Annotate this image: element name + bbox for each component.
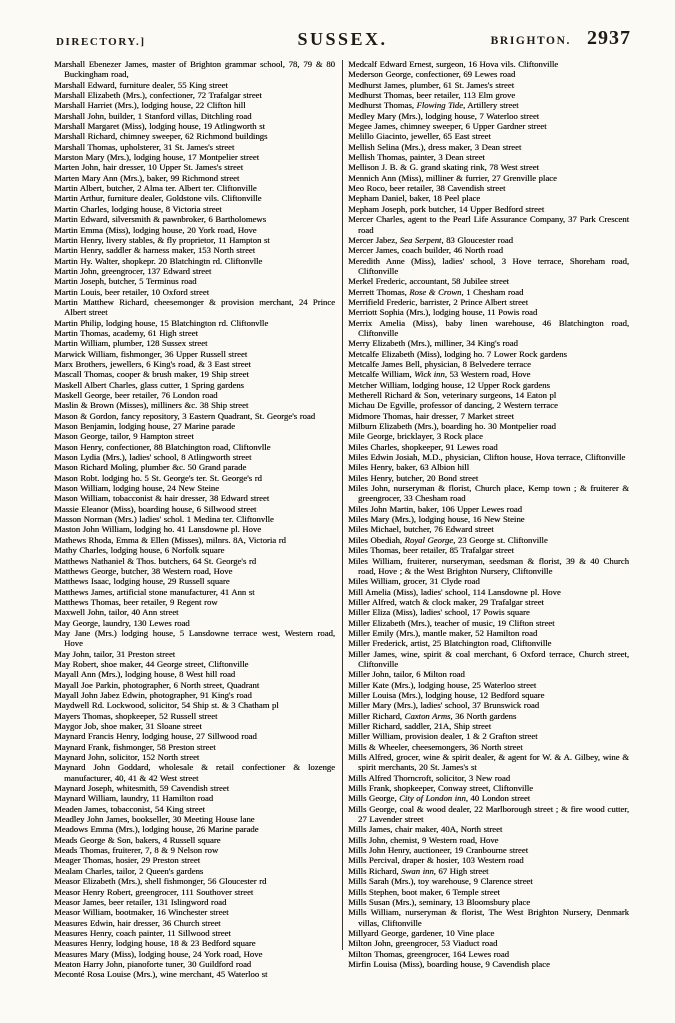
directory-entry: Maskell George, beer retailer, 76 London road xyxy=(54,390,218,400)
directory-entry: Mills James, chair maker, 40A, North street xyxy=(348,824,503,835)
directory-entry: Metcher William, lodging house, 12 Upper Rock gardens xyxy=(348,379,550,390)
directory-entry: Medhurst James, plumber, 61 St. James's street xyxy=(348,79,515,90)
directory-entry: Mills William, nurseryman & florist, The West Brighton Nursery, Denmark villas, Cliftonville xyxy=(348,907,629,928)
directory-entry: Mason Robt. lodging ho. 5 St. George's ter. St. George's rd xyxy=(54,472,262,483)
directory-entry: Measures Edwin, hair dresser, 36 Church street xyxy=(54,917,221,928)
directory-entry: Melillo Giacinto, jeweller, 65 East street xyxy=(348,131,491,142)
directory-entry: Mercer Charles, agent to the Pearl Life Assurance Company, 37 Park Crescent road xyxy=(348,214,629,235)
directory-entry: Martin Albert, butcher, 2 Alma ter. Albert ter. Cliftonville xyxy=(54,183,257,194)
column-divider xyxy=(342,60,343,950)
directory-entry: Metcalfe Elizabeth (Miss), lodging ho. 7 Lower Rock gardens xyxy=(348,348,567,359)
directory-entry: Marshall Richard, chimney sweeper, 62 Richmond buildings xyxy=(54,131,268,142)
directory-entry: Meadows Emma (Mrs.), lodging house, 26 Marine parade xyxy=(54,824,259,835)
directory-entry: Marx Brothers, jewellers, 6 King's road, & 3 East street xyxy=(54,358,251,369)
directory-entry: Miles Michael, butcher, 76 Edward street xyxy=(348,524,494,535)
directory-entry: Miller Alfred, watch & clock maker, 29 Trafalgar street xyxy=(348,596,544,607)
directory-entry: Mason Henry, confectioner, 88 Blatchington road, Cliftonvlle xyxy=(54,441,271,452)
directory-entry: Miles Thomas, beer retailer, 85 Trafalgar street xyxy=(348,545,514,556)
directory-entry: Maxwell John, tailor, 40 Ann street xyxy=(54,607,179,618)
directory-entry: Mason George, tailor, 9 Hampton street xyxy=(54,431,194,442)
page-header xyxy=(54,24,631,50)
page-number: 2937 xyxy=(587,27,631,49)
directory-entry: Medhurst Thomas, Flowing Tide, Artillery street xyxy=(348,100,519,111)
directory-entry: Mason Benjamin, lodging house, 27 Marine parade xyxy=(54,421,235,432)
directory-entry: Martin Hy. Walter, shopkepr. 20 Blatchingtn rd. Cliftonvlle xyxy=(54,255,263,266)
directory-entry: Measor Elizabeth (Mrs.), shell fishmonger, 56 Gloucester rd xyxy=(54,876,267,887)
directory-entry: Miller Kate (Mrs.), lodging house, 25 Waterloo street xyxy=(348,679,537,690)
directory-entry: Medhurst Thomas, beer retailer, 113 Elm grove xyxy=(348,90,516,101)
directory-entry: Martin Emma (Miss), lodging house, 20 York road, Hove xyxy=(54,224,257,235)
directory-entry: Martin Louis, beer retailer, 10 Oxford street xyxy=(54,286,209,297)
directory-columns xyxy=(54,59,631,980)
directory-entry: Marten Mary Ann (Mrs.), baker, 99 Richmond street xyxy=(54,172,240,183)
directory-entry: Maynard Francis Henry, lodging house, 27 Sillwood road xyxy=(54,731,257,742)
directory-entry: Massie Eleanor (Miss), boarding house, 6 Sillwood street xyxy=(54,503,257,514)
directory-entry: Medcalf Edward Ernest, surgeon, 16 Hova vils. Cliftonville xyxy=(348,59,559,69)
header-directory-label: DIRECTORY.] xyxy=(56,36,146,48)
directory-entry: Measor William, bootmaker, 16 Winchester street xyxy=(54,907,229,918)
directory-entry: Marten John, hair dresser, 10 Upper St. James's street xyxy=(54,162,243,173)
directory-entry: Mayers Thomas, shopkeeper, 52 Russell street xyxy=(54,710,218,721)
directory-entry: Mills Richard, Swan inn, 67 High street xyxy=(348,865,489,876)
directory-entry: Merrix Amelia (Miss), baby linen warehouse, 46 Blatchington road, Cliftonville xyxy=(348,317,629,338)
directory-entry: Merriott Sophia (Mrs.), lodging house, 11 Powis road xyxy=(348,307,538,318)
directory-entry: May John, tailor, 31 Preston street xyxy=(54,648,176,659)
directory-entry: Measures Mary (Miss), lodging house, 24 York road, Hove xyxy=(54,948,263,959)
directory-entry: Mills George, City of London inn, 40 London street xyxy=(348,793,531,804)
directory-entry: Metcalfe James Bell, physician, 8 Belvedere terrace xyxy=(348,358,531,369)
directory-entry: Mayall Joe Parkin, photographer, 6 North street, Quadrant xyxy=(54,679,260,690)
directory-entry: Merrett Thomas, Rose & Crown, 1 Chesham road xyxy=(348,286,524,297)
entry-italic-name: Sea Serpent xyxy=(399,234,442,245)
directory-entry: Miller Richard, Caxton Arms, 36 North gardens xyxy=(348,710,517,721)
directory-entry: Merry Elizabeth (Mrs.), milliner, 34 King's road xyxy=(348,338,518,349)
directory-entry: Miller Emily (Mrs.), mantle maker, 52 Hamilton road xyxy=(348,627,538,638)
directory-entry: Maynard Frank, fishmonger, 58 Preston street xyxy=(54,741,216,752)
directory-entry: Meo Roco, beer retailer, 38 Cavendish street xyxy=(348,183,506,194)
directory-entry: Meaton Harry John, pianoforte tuner, 30 Guildford road xyxy=(54,958,252,969)
directory-entry: Mathews Rhoda, Emma & Ellen (Misses), milnrs. 8A, Victoria rd xyxy=(54,534,286,545)
directory-entry: May Jane (Mrs.) lodging house, 5 Lansdowne terrace west, Western road, Hove xyxy=(54,627,335,649)
directory-entry: Martin Henry, saddler & harness maker, 153 North street xyxy=(54,245,256,256)
directory-entry: Mellish Thomas, painter, 3 Dean street xyxy=(348,152,485,163)
directory-entry: Miller Elizabeth (Mrs.), teacher of music, 19 Clifton street xyxy=(348,617,555,628)
directory-entry: Mills John, chemist, 9 Western road, Hove xyxy=(348,834,499,845)
directory-entry: Martin William, plumber, 128 Sussex street xyxy=(54,338,208,349)
left-column xyxy=(54,59,335,980)
directory-entry: Measor James, beer retailer, 131 Islingword road xyxy=(54,896,227,907)
directory-entry: Meads George & Son, bakers, 4 Russell square xyxy=(54,834,221,845)
directory-entry: Mellison J. B. & G. grand skating rink, 78 West street xyxy=(348,162,539,173)
directory-entry: Mealam Charles, tailor, 2 Queen's gardens xyxy=(54,865,204,876)
directory-entry: Mills Percival, draper & hosier, 103 Western road xyxy=(348,855,524,866)
directory-entry: Maydwell Rd. Lockwood, solicitor, 54 Ship st. & 3 Chatham pl xyxy=(54,700,279,711)
directory-entry: Miller Eliza (Miss), ladies' school, 17 Powis square xyxy=(348,607,530,618)
directory-entry: Matthews Isaac, lodging house, 29 Russell square xyxy=(54,576,230,587)
directory-entry: Mason & Gordon, fancy repository, 3 Eastern Quadrant, St. George's road xyxy=(54,410,316,421)
directory-entry: Maynard John Goddard, wholesale & retail confectioner & lozenge manufacturer, 40, 41 & 42 West street xyxy=(54,762,335,783)
directory-entry: Martin Thomas, academy, 61 High street xyxy=(54,327,198,338)
directory-entry: Miles Henry, butcher, 20 Bond street xyxy=(348,472,479,483)
directory-entry: Marshall Elizabeth (Mrs.), confectioner, 72 Trafalgar street xyxy=(54,90,262,101)
directory-entry: Mederson George, confectioner, 69 Lewes road xyxy=(348,69,516,80)
directory-entry: Mathy Charles, lodging house, 6 Norfolk square xyxy=(54,545,225,556)
directory-entry: Mills John Henry, auctioneer, 19 Cranbourne street xyxy=(348,845,529,856)
directory-entry: Merrifield Frederic, barrister, 2 Prince Albert street xyxy=(348,296,529,307)
directory-entry: Mason William, tobacconist & hair dresser, 38 Edward street xyxy=(54,493,270,504)
directory-entry: Martin Henry, livery stables, & fly proprietor, 11 Hampton st xyxy=(54,234,270,245)
directory-entry: Martin Matthew Richard, cheesemonger & provision merchant, 24 Prince Albert street xyxy=(54,296,335,318)
directory-entry: Meredith Anne (Miss), ladies' school, 3 Hove terrace, Shoreham road, Cliftonville xyxy=(348,255,629,276)
directory-entry: Martin Charles, lodging house, 8 Victoria street xyxy=(54,203,222,214)
directory-entry: Measures Henry, lodging house, 18 & 23 Bedford square xyxy=(54,938,256,949)
directory-entry: Mills Susan (Mrs.), seminary, 13 Bloomsbury place xyxy=(348,896,531,907)
directory-entry: Matthews George, butcher, 38 Western road, Hove xyxy=(54,565,233,576)
directory-entry: Mason Lydia (Mrs.), ladies' school, 8 Atlingworth street xyxy=(54,452,252,463)
directory-entry: Mills Sarah (Mrs.), toy warehouse, 9 Clarence street xyxy=(348,876,533,887)
directory-entry: Mercer Jabez, Sea Serpent, 83 Gloucester road xyxy=(348,234,513,245)
directory-entry: Matthews James, artificial stone manufacturer, 41 Ann st xyxy=(54,586,255,597)
directory-entry: Milton John, greengrocer, 53 Viaduct road xyxy=(348,938,498,949)
directory-entry: Metcalfe William, Wick inn, 53 Western road, Hove xyxy=(348,369,531,380)
directory-entry: Miller Mary (Mrs.), ladies' school, 37 Brunswick road xyxy=(348,700,540,711)
directory-entry: Mason William, lodging house, 24 New Steine xyxy=(54,483,220,494)
directory-entry: Miles William, fruiterer, nurseryman, seedsman & florist, 39 & 40 Church road, Hove ; & the West Brighton Nursery, Cliftonville xyxy=(348,555,629,576)
directory-entry: Mills & Wheeler, cheesemongers, 36 North street xyxy=(348,741,523,752)
directory-entry: Mason Richard Moling, plumber &c. 50 Grand parade xyxy=(54,462,247,473)
directory-entry: Mercer James, coach builder, 46 North road xyxy=(348,245,503,256)
directory-entry: Miller William, provision dealer, 1 & 2 Grafton street xyxy=(348,731,538,742)
directory-entry: Meadley John James, bookseller, 30 Meeting House lane xyxy=(54,814,255,825)
directory-entry: Mepham Daniel, baker, 18 Peel place xyxy=(348,193,481,204)
directory-entry: Mennich Ann (Miss), milliner & furrier, 27 Grenville place xyxy=(348,172,557,183)
directory-entry: Miller John, tailor, 6 Milton road xyxy=(348,669,465,680)
directory-entry: Marshall John, builder, 1 Stanford villas, Ditchling road xyxy=(54,110,252,121)
directory-entry: Miller Louisa (Mrs.), lodging house, 12 Bedford square xyxy=(348,689,545,700)
directory-entry: Metherell Richard & Son, veterinary surgeons, 14 Eaton pl xyxy=(348,390,557,400)
directory-entry: Miles Henry, baker, 63 Albion hill xyxy=(348,462,470,473)
page-title: SUSSEX. xyxy=(297,29,388,49)
directory-entry: Measures Henry, coach painter, 11 Sillwood street xyxy=(54,927,231,938)
entry-italic-name: City of London inn xyxy=(399,793,466,804)
directory-entry: Mills Alfred, grocer, wine & spirit dealer, & agent for W. & A. Gilbey, wine & spirit merchants, 20 St. James's st xyxy=(348,752,629,773)
right-column xyxy=(348,59,629,980)
directory-entry: Martin Joseph, butcher, 5 Terminus road xyxy=(54,276,197,287)
directory-entry: Martin Arthur, furniture dealer, Goldstone vils. Cliftonville xyxy=(54,193,262,204)
directory-entry: Miles Mary (Mrs.), lodging house, 16 New Steine xyxy=(348,514,525,525)
directory-entry: Maskell Albert Charles, glass cutter, 1 Spring gardens xyxy=(54,379,244,390)
directory-entry: Mascall Thomas, cooper & brush maker, 19 Ship street xyxy=(54,369,249,380)
directory-entry: Marshall Margaret (Miss), lodging house, 19 Atlingworth st xyxy=(54,121,265,132)
directory-entry: Mayall Ann (Mrs.), lodging house, 8 West hill road xyxy=(54,669,236,680)
directory-entry: Meaden James, tobacconist, 54 King street xyxy=(54,803,205,814)
directory-entry: Marwick William, fishmonger, 36 Upper Russell street xyxy=(54,348,248,359)
directory-entry: Meconté Rosa Louise (Mrs.), wine merchant, 45 Waterloo st xyxy=(54,969,268,980)
directory-entry: Maygor Job, shoe maker, 31 Sloane street xyxy=(54,721,202,731)
entry-italic-name: Swan inn xyxy=(401,865,434,876)
directory-entry: Measor Henry Robert, greengrocer, 111 Southover street xyxy=(54,886,254,897)
directory-entry: Marshall Thomas, upholsterer, 31 St. James's street xyxy=(54,141,235,152)
directory-entry: Martin Philip, lodging house, 15 Blatchington rd. Cliftonvlle xyxy=(54,317,269,328)
directory-entry: Mills Alfred Thorncroft, solicitor, 3 New road xyxy=(348,772,511,783)
directory-entry: Meager Thomas, hosier, 29 Preston street xyxy=(54,855,201,866)
directory-entry: Miller Frederick, artist, 25 Blatchington road, Cliftonville xyxy=(348,638,552,649)
directory-entry: Maynard William, laundry, 11 Hamilton road xyxy=(54,793,214,804)
entry-italic-name: Wick inn xyxy=(414,369,445,380)
directory-entry: Michau De Egville, professor of dancing, 2 Western terrace xyxy=(348,400,558,411)
directory-entry: Miles Charles, shopkeeper, 91 Lewes road xyxy=(348,441,498,452)
directory-entry: Miles William, grocer, 31 Clyde road xyxy=(348,576,480,587)
directory-entry: Martin Edward, silversmith & pawnbroker, 6 Bartholomews xyxy=(54,214,266,225)
directory-entry: Milburn Elizabeth (Mrs.), boarding ho. 30 Montpelier road xyxy=(348,421,556,432)
directory-entry: Meads Thomas, fruiterer, 7, 8 & 9 Nelson row xyxy=(54,845,219,856)
directory-entry: Miller James, wine, spirit & coal merchant, 6 Oxford terrace, Church street, Cliftonville xyxy=(348,648,629,669)
directory-entry: Mellish Selina (Mrs.), dress maker, 3 Dean street xyxy=(348,141,522,152)
directory-entry: Medley Mary (Mrs.), lodging house, 7 Waterloo street xyxy=(348,110,540,121)
directory-entry: Megee James, chimney sweeper, 6 Upper Gardner street xyxy=(348,121,547,132)
directory-entry: Mayall John Jabez Edwin, photographer, 91 King's road xyxy=(54,689,252,700)
directory-entry: Maynard Joseph, whitesmith, 59 Cavendish street xyxy=(54,783,229,794)
entry-italic-name: Flowing Tide xyxy=(416,100,463,111)
directory-entry: Mepham Joseph, pork butcher, 14 Upper Bedford street xyxy=(348,203,545,214)
header-place-label: BRIGHTON. xyxy=(490,35,571,47)
header-right-group xyxy=(491,27,631,50)
directory-entry: Midmore Thomas, hair dresser, 7 Market street xyxy=(348,410,514,421)
directory-entry: Miles Edwin Josiah, M.D., physician, Clifton house, Hova terrace, Cliftonville xyxy=(348,452,626,463)
directory-entry: Masson Norman (Mrs.) ladies' schol. 1 Medina ter. Cliftonvlle xyxy=(54,514,274,525)
entry-italic-name: Caxton Arms xyxy=(404,710,451,721)
directory-entry: Maynard John, solicitor, 152 North street xyxy=(54,752,200,763)
directory-entry: May Robert, shoe maker, 44 George street, Cliftonville xyxy=(54,658,249,669)
directory-entry: Mills George, coal & wood dealer, 22 Marlborough street ; & fire wood cutter, 27 Lavender street xyxy=(348,803,629,825)
directory-entry: Martin John, greengrocer, 137 Edward street xyxy=(54,265,212,276)
directory-entry: May George, laundry, 130 Lewes road xyxy=(54,617,190,628)
entry-italic-name: Rose & Crown xyxy=(409,286,462,297)
directory-entry: Matthews Nathaniel & Thos. butchers, 64 St. George's rd xyxy=(54,555,257,566)
directory-entry: Millyard George, gardener, 10 Vine place xyxy=(348,927,495,938)
directory-entry: Mirfin Louisa (Miss), boarding house, 9 Cavendish place xyxy=(348,958,550,969)
entry-italic-name: Royal George xyxy=(404,534,454,545)
directory-entry: Miles John, nurseryman & florist, Church place, Kemp town ; & fruiterer & greengrocer, 33 Chesham road xyxy=(348,483,629,504)
directory-entry: Marston Mary (Mrs.), lodging house, 17 Montpelier street xyxy=(54,152,259,163)
directory-entry: Marshall Harriet (Mrs.), lodging house, 22 Clifton hill xyxy=(54,100,246,111)
directory-entry: Marshall Ebenezer James, master of Brighton grammar school, 78, 79 & 80 Buckingham road, xyxy=(54,59,335,80)
directory-entry: Miles John Martin, baker, 106 Upper Lewes road xyxy=(348,503,522,514)
directory-entry: Maslin & Brown (Misses), milliners &c. 38 Ship street xyxy=(54,400,249,411)
directory-entry: Mills Frank, shopkeeper, Conway street, Cliftonville xyxy=(348,783,534,794)
directory-entry: Merkel Frederic, accountant, 58 Jubilee street xyxy=(348,276,509,287)
directory-entry: Mill Amelia (Miss), ladies' school, 114 Lansdowne pl. Hove xyxy=(348,586,561,597)
directory-entry: Matthews Thomas, beer retailer, 9 Regent row xyxy=(54,596,218,607)
directory-entry: Maston John William, lodging ho. 41 Lansdowne pl. Hove xyxy=(54,524,262,535)
directory-entry: Milton Thomas, greengrocer, 164 Lewes road xyxy=(348,948,509,959)
directory-entry: Mills Stephen, boot maker, 6 Temple street xyxy=(348,886,500,897)
directory-entry: Miller Richard, saddler, 21A, Ship street xyxy=(348,721,492,731)
directory-entry: Miles Obediah, Royal George, 23 George st. Cliftonville xyxy=(348,534,548,545)
directory-entry: Mile George, bricklayer, 3 Rock place xyxy=(348,431,483,442)
directory-entry: Marshall Edward, furniture dealer, 55 King street xyxy=(54,79,228,90)
